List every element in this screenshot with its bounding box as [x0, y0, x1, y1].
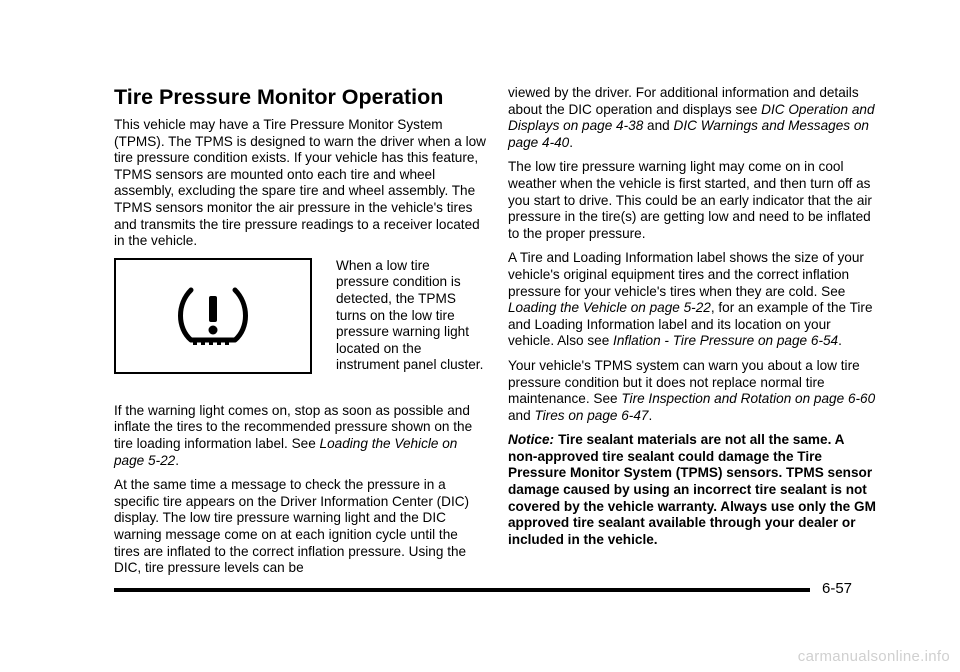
paragraph-warning-light: If the warning light comes on, stop as soon as possible and inflate the tires to the recommended pressure shown on the tire loading information label. See Loading the Vehicle on page 5-22.: [114, 402, 473, 468]
intro-paragraph: This vehicle may have a Tire Pressure Monitor System (TPMS). The TPMS is designed to warn the driver when a low tire pressure condition exists. If your vehicle has this feature, TPMS sensors are mounted onto each tire and wheel assembly, excluding the spare tire and wheel assembly. The TPMS sensors monitor the air pressure in the vehicle's tires and transmits the tire pressure readings to a receiver located in the vehicle.: [114, 117, 486, 249]
paragraph-cool-weather: The low tire pressure warning light may come on in cool weather when the vehicle is first started, and then turn off as you start to drive. This could be an early indicator that the air pressure in the tire(s) are getting low and need to be inflated to the proper pressure.: [508, 159, 872, 241]
notice-label: Notice:: [508, 432, 555, 448]
watermark: carmanualsonline.info: [797, 648, 950, 665]
cross-reference[interactable]: Inflation - Tire Pressure on page 6-54: [613, 333, 839, 349]
cross-reference[interactable]: Loading the Vehicle on page 5-22: [114, 435, 458, 468]
warning-light-figure: [114, 258, 486, 388]
paragraph-maintenance: Your vehicle's TPMS system can warn you about a low tire pressure condition but it does not replace normal tire maintenance. See Tire Inspection and Rotation on page 6-60 and Tires on page 6-47.: [508, 357, 876, 423]
notice-body: Tire sealant materials are not all the same. A non-approved tire sealant could damage the Tire Pressure Monitor System (TPMS) sensors. TPMS sensor damage caused by using an incorrect tire sealant is not covered by the vehicle warranty. Always use only the GM approved tire sealant available through your dealer or included in the vehicle.: [508, 432, 876, 547]
paragraph-dic-message: At the same time a message to check the pressure in a specific tire appears on the Driver Information Center (DIC) display. The low tire pressure warning light and the DIC warning message come on at each ignition cycle until the tires are inflated to the correct inflation pressure. Using the DIC, tire pressure levels can be: [114, 477, 470, 576]
figure-frame: [114, 258, 312, 374]
cross-reference[interactable]: Tires on page 6-47: [534, 407, 649, 423]
tire-pressure-warning-icon: [173, 284, 253, 348]
page-number: 6-57: [822, 580, 853, 597]
cross-reference[interactable]: Loading the Vehicle on page 5-22: [508, 300, 711, 316]
footer-rule: [114, 588, 810, 592]
right-column: [508, 85, 876, 556]
paragraph-dic-continued: viewed by the driver. For additional information and details about the DIC operation and displays see DIC Operation and Displays on page 4-38 and DIC Warnings and Messages on page 4-40.: [508, 85, 875, 150]
paragraph-loading-label: A Tire and Loading Information label shows the size of your vehicle's original equipment tires and the correct inflation pressure for your vehicle's tires when they are cold. See Loading the Vehicle on page 5-22, for an example of the Tire and Loading Information label and its location on your vehicle. Also see Inflation - Tire Pressure on page 6-54.: [508, 250, 873, 349]
figure-caption: When a low tire pressure condition is detected, the TPMS turns on the low tire pressure warning light located on the instrument panel cluster.: [336, 257, 484, 373]
cross-reference[interactable]: Tire Inspection and Rotation on page 6-60: [621, 391, 876, 407]
notice-block: [508, 432, 876, 548]
cross-reference[interactable]: DIC Warnings and Messages on page 4-40: [508, 118, 869, 150]
left-column: [114, 84, 486, 585]
section-heading: Tire Pressure Monitor Operation: [114, 85, 444, 109]
cross-reference[interactable]: DIC Operation and Displays on page 4-38: [508, 101, 875, 134]
